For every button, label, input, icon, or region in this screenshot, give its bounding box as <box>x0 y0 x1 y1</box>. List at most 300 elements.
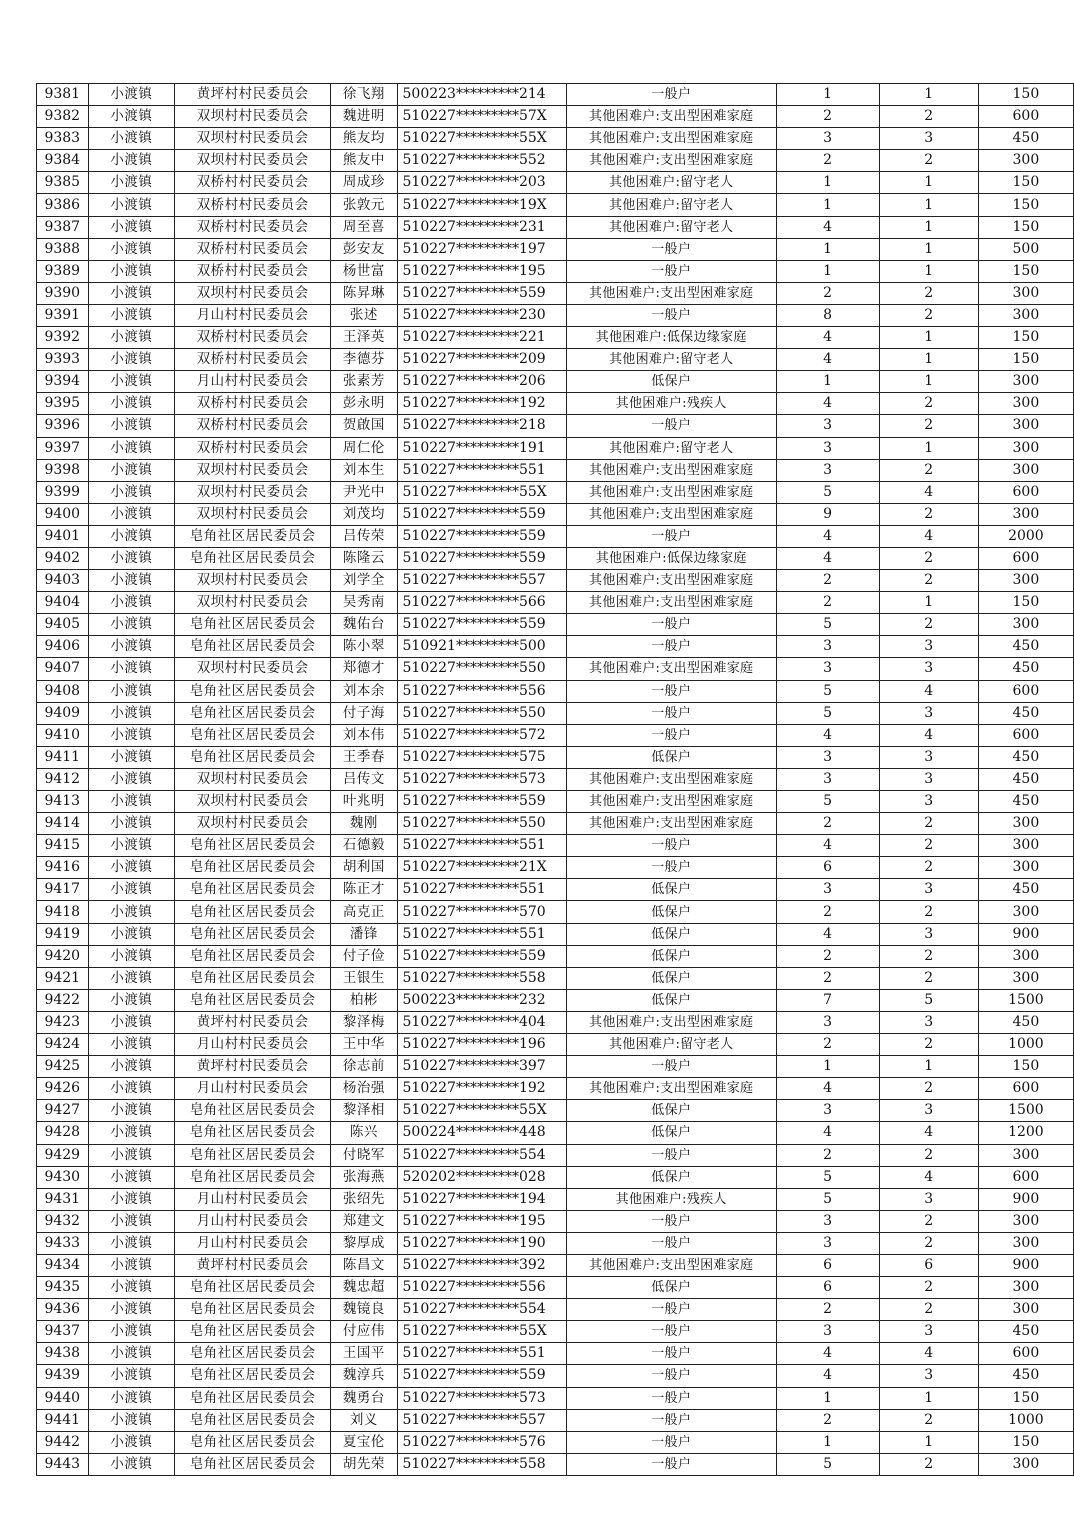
id-number-cell: 510227*********570 <box>397 901 566 923</box>
household-size-cell: 6 <box>776 1277 879 1299</box>
table-row <box>37 1232 1074 1254</box>
household-type-cell: 一般户 <box>566 857 776 879</box>
row-number: 9418 <box>37 901 89 923</box>
amount-cell: 450 <box>978 128 1073 150</box>
name-cell: 夏宝伦 <box>331 1431 397 1453</box>
name-cell: 魏忠超 <box>331 1277 397 1299</box>
row-number: 9390 <box>37 282 89 304</box>
village-committee-cell: 皂角社区居民委员会 <box>175 835 331 857</box>
id-number-cell: 510227*********556 <box>397 680 566 702</box>
household-type-cell: 低保户 <box>566 989 776 1011</box>
village-committee-cell: 皂角社区居民委员会 <box>175 702 331 724</box>
aided-persons-cell: 1 <box>879 592 978 614</box>
village-committee-cell: 双坝村村民委员会 <box>175 459 331 481</box>
household-type-cell: 其他困难户:留守老人 <box>566 1034 776 1056</box>
household-type-cell: 一般户 <box>566 1056 776 1078</box>
id-number-cell: 510227*********55X <box>397 1100 566 1122</box>
household-type-cell: 一般户 <box>566 1299 776 1321</box>
id-number-cell: 510227*********195 <box>397 1210 566 1232</box>
aided-persons-cell: 1 <box>879 371 978 393</box>
village-committee-cell: 皂角社区居民委员会 <box>175 724 331 746</box>
household-type-cell: 其他困难户:支出型困难家庭 <box>566 503 776 525</box>
household-size-cell: 2 <box>776 1299 879 1321</box>
amount-cell: 300 <box>978 570 1073 592</box>
table-body <box>37 84 1074 1476</box>
name-cell: 魏佑台 <box>331 614 397 636</box>
village-committee-cell: 双桥村村民委员会 <box>175 194 331 216</box>
household-type-cell: 一般户 <box>566 724 776 746</box>
document-page <box>36 83 1074 1476</box>
aided-persons-cell: 6 <box>879 1254 978 1276</box>
table-row <box>37 614 1074 636</box>
id-number-cell: 510227*********221 <box>397 327 566 349</box>
table-row <box>37 459 1074 481</box>
aided-persons-cell: 2 <box>879 614 978 636</box>
household-size-cell: 2 <box>776 106 879 128</box>
aided-persons-cell: 1 <box>879 1431 978 1453</box>
aided-persons-cell: 3 <box>879 1011 978 1033</box>
village-committee-cell: 黄坪村村民委员会 <box>175 1056 331 1078</box>
id-number-cell: 510227*********554 <box>397 1144 566 1166</box>
name-cell: 贺啟国 <box>331 415 397 437</box>
table-row <box>37 1100 1074 1122</box>
table-row <box>37 172 1074 194</box>
town-cell: 小渡镇 <box>88 1431 175 1453</box>
household-size-cell: 3 <box>776 1321 879 1343</box>
aided-persons-cell: 4 <box>879 1122 978 1144</box>
amount-cell: 300 <box>978 1277 1073 1299</box>
village-committee-cell: 黄坪村村民委员会 <box>175 1254 331 1276</box>
town-cell: 小渡镇 <box>88 989 175 1011</box>
name-cell: 李德芬 <box>331 349 397 371</box>
row-number: 9391 <box>37 304 89 326</box>
town-cell: 小渡镇 <box>88 614 175 636</box>
id-number-cell: 510227*********55X <box>397 128 566 150</box>
name-cell: 刘本余 <box>331 680 397 702</box>
aided-persons-cell: 4 <box>879 1343 978 1365</box>
town-cell: 小渡镇 <box>88 835 175 857</box>
id-number-cell: 510227*********218 <box>397 415 566 437</box>
name-cell: 熊友中 <box>331 150 397 172</box>
name-cell: 王国平 <box>331 1343 397 1365</box>
name-cell: 张素芳 <box>331 371 397 393</box>
aided-persons-cell: 2 <box>879 1277 978 1299</box>
town-cell: 小渡镇 <box>88 1210 175 1232</box>
village-committee-cell: 双坝村村民委员会 <box>175 481 331 503</box>
table-row <box>37 1011 1074 1033</box>
row-number: 9396 <box>37 415 89 437</box>
village-committee-cell: 皂角社区居民委员会 <box>175 901 331 923</box>
aided-persons-cell: 1 <box>879 172 978 194</box>
amount-cell: 1200 <box>978 1122 1073 1144</box>
amount-cell: 300 <box>978 393 1073 415</box>
table-row <box>37 150 1074 172</box>
town-cell: 小渡镇 <box>88 525 175 547</box>
amount-cell: 300 <box>978 282 1073 304</box>
aided-persons-cell: 2 <box>879 150 978 172</box>
table-row <box>37 481 1074 503</box>
row-number: 9401 <box>37 525 89 547</box>
table-row <box>37 1188 1074 1210</box>
household-size-cell: 2 <box>776 282 879 304</box>
row-number: 9385 <box>37 172 89 194</box>
household-size-cell: 5 <box>776 1453 879 1475</box>
id-number-cell: 510227*********231 <box>397 216 566 238</box>
table-row <box>37 879 1074 901</box>
amount-cell: 450 <box>978 1011 1073 1033</box>
village-committee-cell: 皂角社区居民委员会 <box>175 879 331 901</box>
id-number-cell: 510227*********206 <box>397 371 566 393</box>
row-number: 9431 <box>37 1188 89 1210</box>
table-row <box>37 525 1074 547</box>
row-number: 9421 <box>37 967 89 989</box>
aided-persons-cell: 3 <box>879 658 978 680</box>
table-row <box>37 702 1074 724</box>
town-cell: 小渡镇 <box>88 1343 175 1365</box>
amount-cell: 450 <box>978 768 1073 790</box>
row-number: 9404 <box>37 592 89 614</box>
household-size-cell: 5 <box>776 680 879 702</box>
name-cell: 魏刚 <box>331 813 397 835</box>
table-row <box>37 238 1074 260</box>
id-number-cell: 510227*********404 <box>397 1011 566 1033</box>
household-type-cell: 其他困难户:支出型困难家庭 <box>566 459 776 481</box>
household-size-cell: 3 <box>776 1100 879 1122</box>
aided-persons-cell: 2 <box>879 459 978 481</box>
name-cell: 吕传荣 <box>331 525 397 547</box>
table-row <box>37 547 1074 569</box>
household-size-cell: 3 <box>776 879 879 901</box>
aided-persons-cell: 3 <box>879 1365 978 1387</box>
name-cell: 石德毅 <box>331 835 397 857</box>
id-number-cell: 500224*********448 <box>397 1122 566 1144</box>
id-number-cell: 510227*********203 <box>397 172 566 194</box>
name-cell: 胡利国 <box>331 857 397 879</box>
village-committee-cell: 皂角社区居民委员会 <box>175 989 331 1011</box>
name-cell: 郑德才 <box>331 658 397 680</box>
amount-cell: 1500 <box>978 989 1073 1011</box>
household-size-cell: 6 <box>776 1254 879 1276</box>
aided-persons-cell: 1 <box>879 194 978 216</box>
name-cell: 周成珍 <box>331 172 397 194</box>
table-row <box>37 989 1074 1011</box>
id-number-cell: 510227*********557 <box>397 570 566 592</box>
row-number: 9381 <box>37 84 89 106</box>
household-size-cell: 2 <box>776 592 879 614</box>
aided-persons-cell: 2 <box>879 945 978 967</box>
table-row <box>37 901 1074 923</box>
aided-persons-cell: 3 <box>879 1321 978 1343</box>
relief-record-table <box>36 83 1074 1476</box>
name-cell: 陈正才 <box>331 879 397 901</box>
amount-cell: 600 <box>978 106 1073 128</box>
table-row <box>37 658 1074 680</box>
id-number-cell: 510227*********550 <box>397 658 566 680</box>
amount-cell: 300 <box>978 459 1073 481</box>
village-committee-cell: 双坝村村民委员会 <box>175 106 331 128</box>
name-cell: 刘学全 <box>331 570 397 592</box>
id-number-cell: 510227*********55X <box>397 481 566 503</box>
household-type-cell: 一般户 <box>566 1210 776 1232</box>
id-number-cell: 510227*********573 <box>397 768 566 790</box>
name-cell: 陈隆云 <box>331 547 397 569</box>
amount-cell: 300 <box>978 371 1073 393</box>
village-committee-cell: 皂角社区居民委员会 <box>175 1299 331 1321</box>
name-cell: 周仁伦 <box>331 437 397 459</box>
household-size-cell: 4 <box>776 1343 879 1365</box>
table-row <box>37 503 1074 525</box>
household-type-cell: 其他困难户:留守老人 <box>566 172 776 194</box>
id-number-cell: 510227*********559 <box>397 525 566 547</box>
village-committee-cell: 皂角社区居民委员会 <box>175 1144 331 1166</box>
village-committee-cell: 月山村村民委员会 <box>175 1210 331 1232</box>
household-type-cell: 其他困难户:支出型困难家庭 <box>566 813 776 835</box>
amount-cell: 300 <box>978 437 1073 459</box>
aided-persons-cell: 2 <box>879 901 978 923</box>
town-cell: 小渡镇 <box>88 1453 175 1475</box>
town-cell: 小渡镇 <box>88 1122 175 1144</box>
row-number: 9383 <box>37 128 89 150</box>
aided-persons-cell: 1 <box>879 216 978 238</box>
village-committee-cell: 皂角社区居民委员会 <box>175 525 331 547</box>
amount-cell: 300 <box>978 415 1073 437</box>
town-cell: 小渡镇 <box>88 1011 175 1033</box>
household-size-cell: 3 <box>776 128 879 150</box>
table-row <box>37 680 1074 702</box>
table-row <box>37 1056 1074 1078</box>
table-row <box>37 393 1074 415</box>
row-number: 9411 <box>37 746 89 768</box>
row-number: 9417 <box>37 879 89 901</box>
household-size-cell: 4 <box>776 835 879 857</box>
aided-persons-cell: 2 <box>879 1409 978 1431</box>
amount-cell: 450 <box>978 746 1073 768</box>
name-cell: 陈昌文 <box>331 1254 397 1276</box>
aided-persons-cell: 4 <box>879 1166 978 1188</box>
village-committee-cell: 双桥村村民委员会 <box>175 238 331 260</box>
id-number-cell: 510227*********195 <box>397 260 566 282</box>
row-number: 9440 <box>37 1387 89 1409</box>
aided-persons-cell: 3 <box>879 791 978 813</box>
household-type-cell: 其他困难户:支出型困难家庭 <box>566 658 776 680</box>
id-number-cell: 510227*********550 <box>397 813 566 835</box>
table-row <box>37 857 1074 879</box>
id-number-cell: 510227*********551 <box>397 835 566 857</box>
aided-persons-cell: 3 <box>879 768 978 790</box>
table-row <box>37 967 1074 989</box>
id-number-cell: 510227*********551 <box>397 459 566 481</box>
village-committee-cell: 双桥村村民委员会 <box>175 415 331 437</box>
village-committee-cell: 皂角社区居民委员会 <box>175 1122 331 1144</box>
household-type-cell: 其他困难户:支出型困难家庭 <box>566 481 776 503</box>
name-cell: 胡先荣 <box>331 1453 397 1475</box>
household-type-cell: 其他困难户:低保边缘家庭 <box>566 327 776 349</box>
household-type-cell: 一般户 <box>566 702 776 724</box>
town-cell: 小渡镇 <box>88 724 175 746</box>
name-cell: 叶兆明 <box>331 791 397 813</box>
household-size-cell: 4 <box>776 1365 879 1387</box>
id-number-cell: 510227*********21X <box>397 857 566 879</box>
aided-persons-cell: 2 <box>879 1078 978 1100</box>
aided-persons-cell: 4 <box>879 724 978 746</box>
table-row <box>37 1166 1074 1188</box>
table-row <box>37 1453 1074 1475</box>
name-cell: 王泽英 <box>331 327 397 349</box>
id-number-cell: 510227*********559 <box>397 945 566 967</box>
amount-cell: 300 <box>978 967 1073 989</box>
town-cell: 小渡镇 <box>88 282 175 304</box>
household-size-cell: 3 <box>776 658 879 680</box>
name-cell: 潘锋 <box>331 923 397 945</box>
table-row <box>37 1122 1074 1144</box>
household-type-cell: 其他困难户:留守老人 <box>566 216 776 238</box>
row-number: 9406 <box>37 636 89 658</box>
aided-persons-cell: 2 <box>879 967 978 989</box>
household-type-cell: 其他困难户:支出型困难家庭 <box>566 128 776 150</box>
amount-cell: 150 <box>978 1431 1073 1453</box>
amount-cell: 450 <box>978 879 1073 901</box>
row-number: 9429 <box>37 1144 89 1166</box>
town-cell: 小渡镇 <box>88 1321 175 1343</box>
id-number-cell: 510227*********397 <box>397 1056 566 1078</box>
amount-cell: 300 <box>978 503 1073 525</box>
household-size-cell: 4 <box>776 216 879 238</box>
table-row <box>37 570 1074 592</box>
aided-persons-cell: 2 <box>879 1144 978 1166</box>
row-number: 9399 <box>37 481 89 503</box>
name-cell: 黎泽相 <box>331 1100 397 1122</box>
household-size-cell: 8 <box>776 304 879 326</box>
name-cell: 杨治强 <box>331 1078 397 1100</box>
amount-cell: 450 <box>978 636 1073 658</box>
village-committee-cell: 双坝村村民委员会 <box>175 768 331 790</box>
household-type-cell: 其他困难户:支出型困难家庭 <box>566 106 776 128</box>
household-type-cell: 低保户 <box>566 1166 776 1188</box>
name-cell: 黎厚成 <box>331 1232 397 1254</box>
row-number: 9432 <box>37 1210 89 1232</box>
name-cell: 郑建文 <box>331 1210 397 1232</box>
village-committee-cell: 月山村村民委员会 <box>175 1188 331 1210</box>
table-row <box>37 1299 1074 1321</box>
amount-cell: 1000 <box>978 1034 1073 1056</box>
amount-cell: 300 <box>978 614 1073 636</box>
household-type-cell: 其他困难户:留守老人 <box>566 437 776 459</box>
town-cell: 小渡镇 <box>88 945 175 967</box>
household-type-cell: 其他困难户:支出型困难家庭 <box>566 570 776 592</box>
household-size-cell: 2 <box>776 967 879 989</box>
table-row <box>37 636 1074 658</box>
row-number: 9384 <box>37 150 89 172</box>
town-cell: 小渡镇 <box>88 260 175 282</box>
name-cell: 王季春 <box>331 746 397 768</box>
table-row <box>37 128 1074 150</box>
amount-cell: 300 <box>978 901 1073 923</box>
aided-persons-cell: 2 <box>879 393 978 415</box>
name-cell: 魏淳兵 <box>331 1365 397 1387</box>
household-type-cell: 一般户 <box>566 84 776 106</box>
amount-cell: 300 <box>978 1232 1073 1254</box>
aided-persons-cell: 2 <box>879 1299 978 1321</box>
id-number-cell: 510227*********551 <box>397 923 566 945</box>
table-row <box>37 327 1074 349</box>
table-row <box>37 1210 1074 1232</box>
aided-persons-cell: 2 <box>879 857 978 879</box>
household-type-cell: 一般户 <box>566 636 776 658</box>
id-number-cell: 510227*********576 <box>397 1431 566 1453</box>
town-cell: 小渡镇 <box>88 857 175 879</box>
village-committee-cell: 双桥村村民委员会 <box>175 216 331 238</box>
household-type-cell: 其他困难户:支出型困难家庭 <box>566 592 776 614</box>
id-number-cell: 510227*********559 <box>397 503 566 525</box>
aided-persons-cell: 2 <box>879 1210 978 1232</box>
village-committee-cell: 双坝村村民委员会 <box>175 282 331 304</box>
amount-cell: 600 <box>978 547 1073 569</box>
household-type-cell: 其他困难户:留守老人 <box>566 349 776 371</box>
amount-cell: 300 <box>978 813 1073 835</box>
household-type-cell: 一般户 <box>566 525 776 547</box>
id-number-cell: 510227*********559 <box>397 282 566 304</box>
household-type-cell: 一般户 <box>566 1365 776 1387</box>
row-number: 9441 <box>37 1409 89 1431</box>
amount-cell: 300 <box>978 1453 1073 1475</box>
name-cell: 张绍先 <box>331 1188 397 1210</box>
id-number-cell: 510227*********55X <box>397 1321 566 1343</box>
village-committee-cell: 双桥村村民委员会 <box>175 437 331 459</box>
name-cell: 杨世富 <box>331 260 397 282</box>
table-row <box>37 437 1074 459</box>
row-number: 9420 <box>37 945 89 967</box>
town-cell: 小渡镇 <box>88 1232 175 1254</box>
amount-cell: 150 <box>978 592 1073 614</box>
household-type-cell: 其他困难户:低保边缘家庭 <box>566 547 776 569</box>
id-number-cell: 500223*********232 <box>397 989 566 1011</box>
amount-cell: 450 <box>978 791 1073 813</box>
table-row <box>37 84 1074 106</box>
household-type-cell: 低保户 <box>566 879 776 901</box>
aided-persons-cell: 4 <box>879 525 978 547</box>
town-cell: 小渡镇 <box>88 106 175 128</box>
amount-cell: 300 <box>978 304 1073 326</box>
aided-persons-cell: 2 <box>879 813 978 835</box>
amount-cell: 1000 <box>978 1409 1073 1431</box>
id-number-cell: 510227*********19X <box>397 194 566 216</box>
household-type-cell: 一般户 <box>566 1387 776 1409</box>
id-number-cell: 510227*********57X <box>397 106 566 128</box>
name-cell: 周至喜 <box>331 216 397 238</box>
household-size-cell: 3 <box>776 746 879 768</box>
household-size-cell: 1 <box>776 1387 879 1409</box>
aided-persons-cell: 4 <box>879 481 978 503</box>
name-cell: 高克正 <box>331 901 397 923</box>
row-number: 9419 <box>37 923 89 945</box>
household-type-cell: 一般户 <box>566 1431 776 1453</box>
household-size-cell: 4 <box>776 393 879 415</box>
village-committee-cell: 双坝村村民委员会 <box>175 592 331 614</box>
household-type-cell: 低保户 <box>566 1277 776 1299</box>
table-row <box>37 1343 1074 1365</box>
amount-cell: 150 <box>978 1056 1073 1078</box>
row-number: 9426 <box>37 1078 89 1100</box>
row-number: 9410 <box>37 724 89 746</box>
name-cell: 徐飞翔 <box>331 84 397 106</box>
household-size-cell: 5 <box>776 1166 879 1188</box>
town-cell: 小渡镇 <box>88 304 175 326</box>
id-number-cell: 510227*********197 <box>397 238 566 260</box>
amount-cell: 300 <box>978 1299 1073 1321</box>
aided-persons-cell: 1 <box>879 260 978 282</box>
amount-cell: 300 <box>978 835 1073 857</box>
household-size-cell: 5 <box>776 1188 879 1210</box>
